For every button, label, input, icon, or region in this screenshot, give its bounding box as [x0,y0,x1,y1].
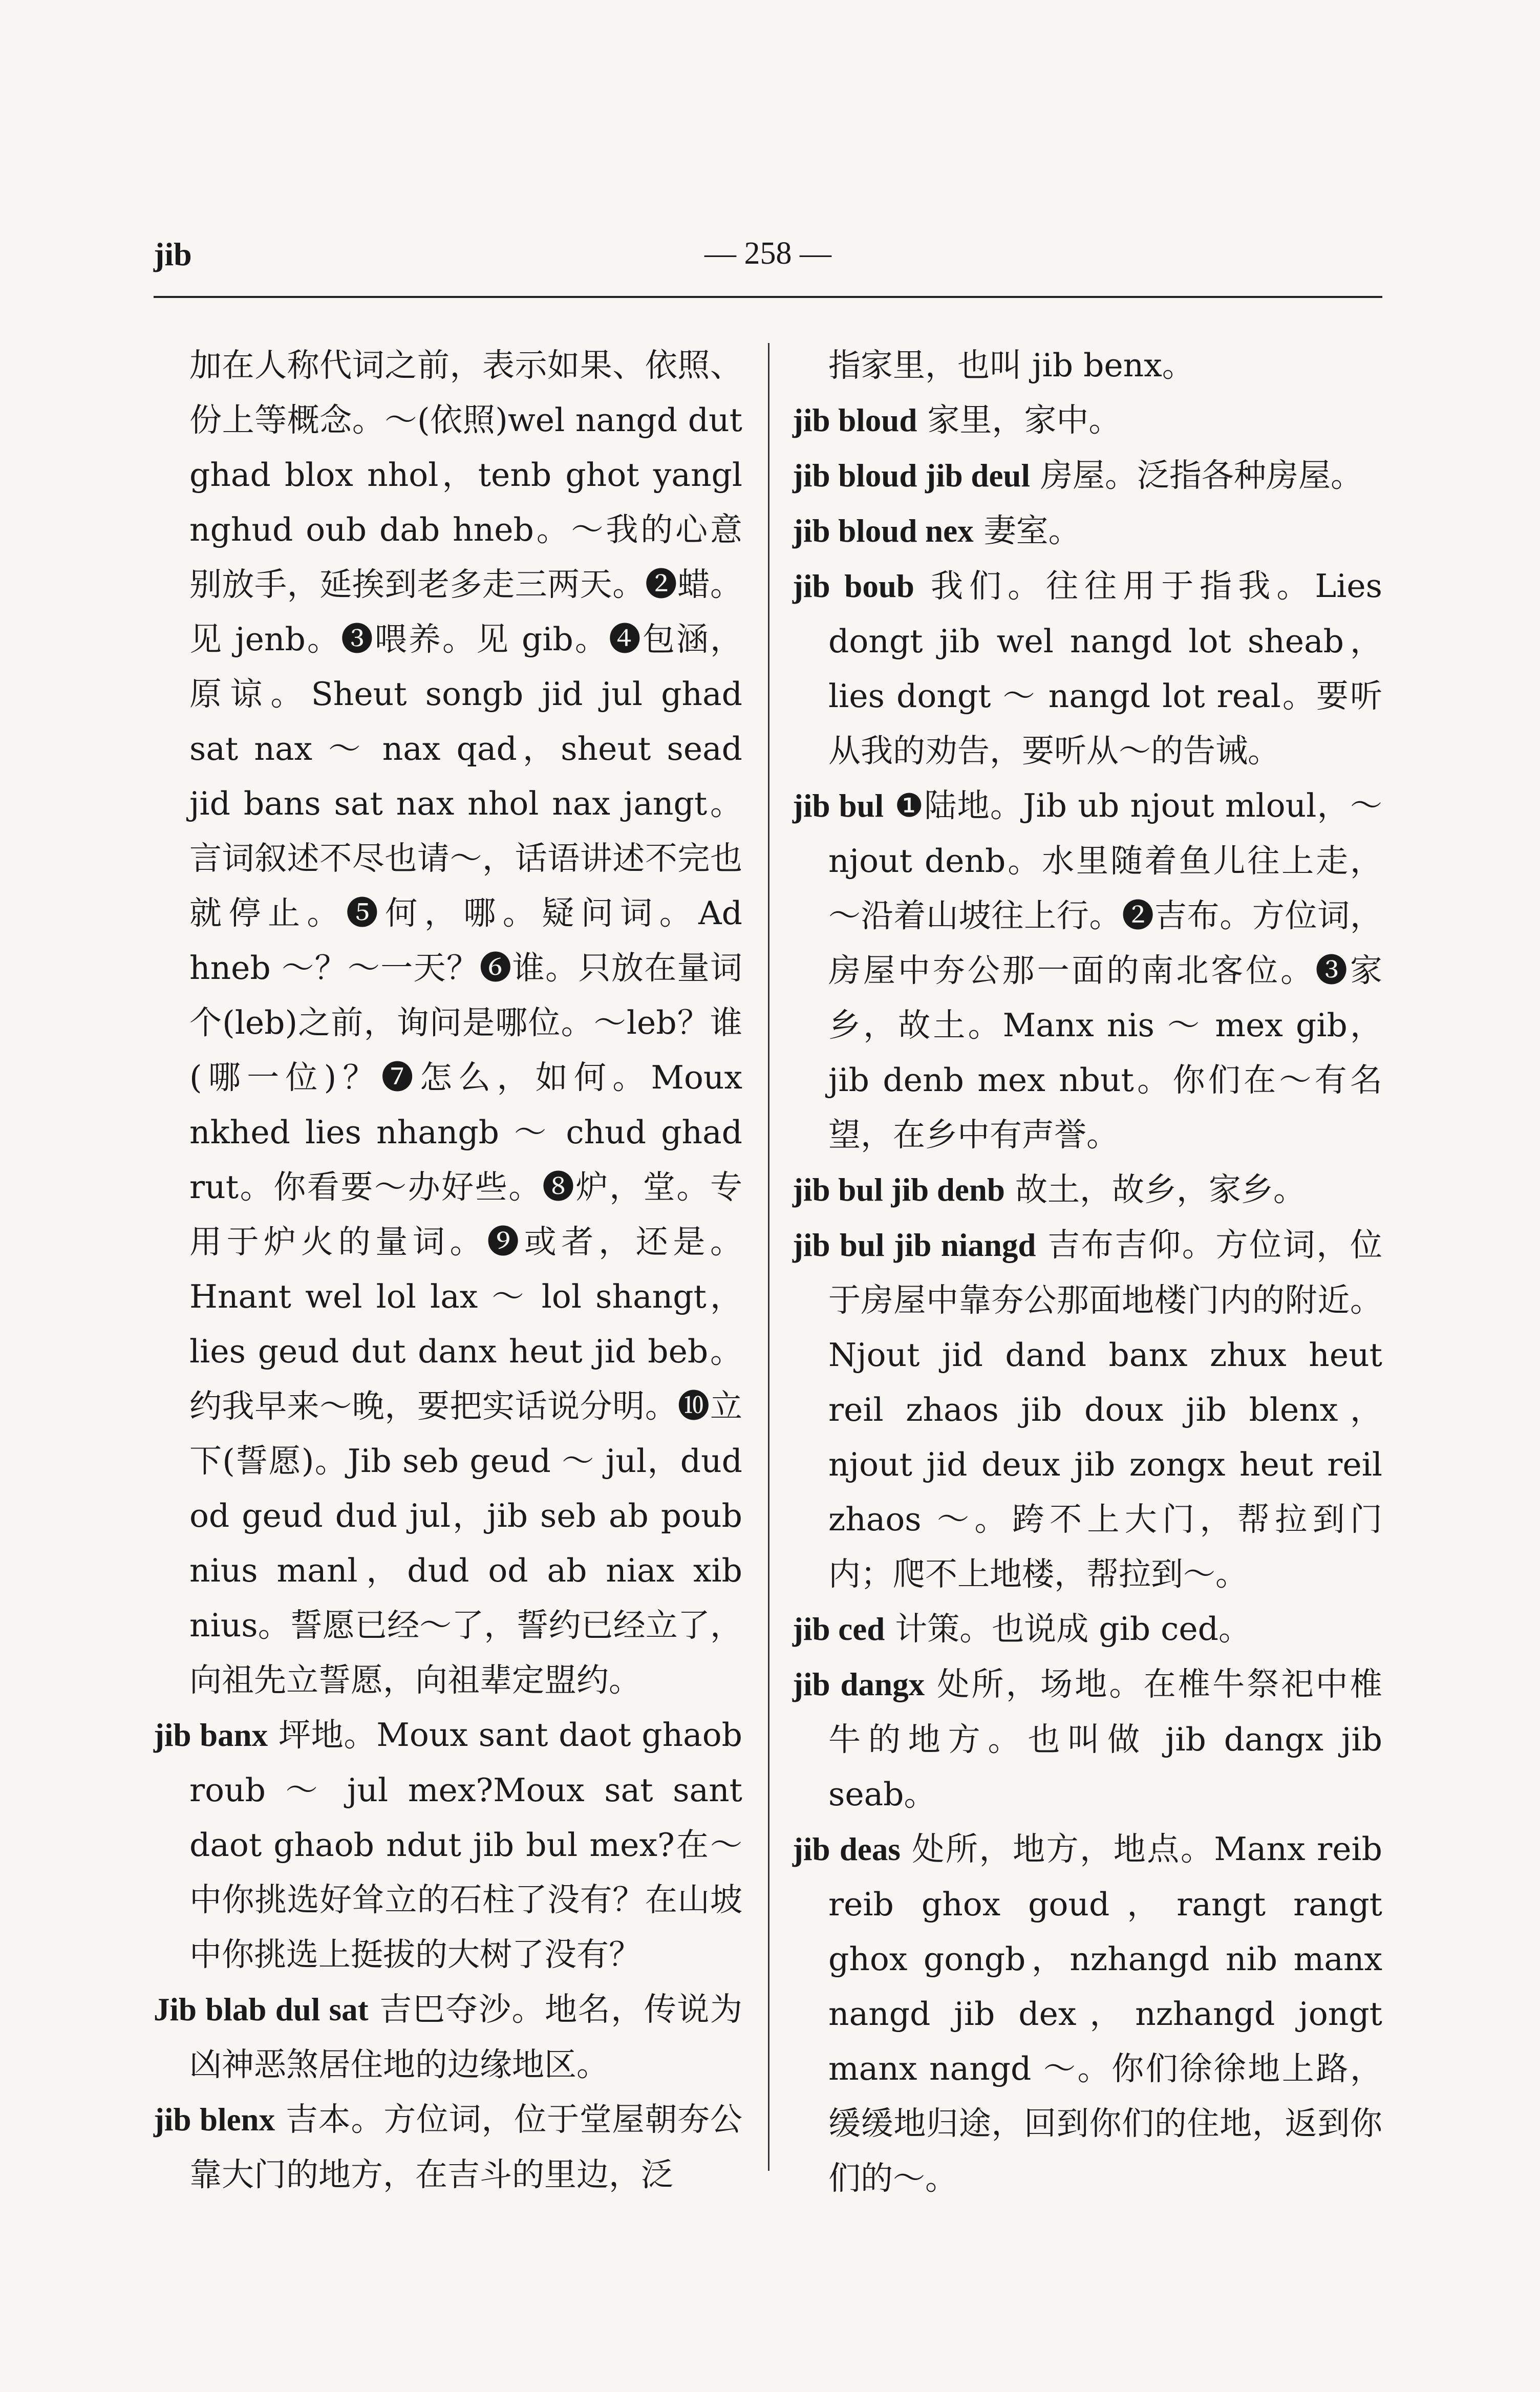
entry-text: 故土，故乡，家乡。 [1004,1171,1306,1208]
dictionary-entry [793,448,1382,503]
entry-text: 处所，场地。在椎牛祭祀中椎牛的地方。也叫做 jib dangx jib seab。 [828,1665,1382,1813]
dictionary-entry [793,393,1382,448]
entry-text: 计策。也说成 gib ced。 [885,1610,1251,1648]
entry-text: 吉巴夺沙。地名，传说为凶神恶煞居住地的边缘地区。 [189,1991,742,2083]
entry-headword: jib bul [793,788,884,824]
entry-headword: jib boub [793,568,914,604]
dictionary-entry [793,1601,1382,1657]
entry-headword: jib blenx [154,2102,275,2138]
dictionary-entry [154,1982,742,2092]
entry-text: 家里，家中。 [917,401,1121,439]
entry-headword: jib bul jib denb [793,1172,1005,1208]
entry-text: 吉布吉仰。方位词，位于房屋中靠夯公那面地楼门内的附近。Njout jid dand banx zhux heut reil zhaos jib doux jib blenx，njout jid deux jib zongx heut reil zhaos ～。跨不上大门，帮拉到门内；爬不上地楼，帮拉到～。 [828,1226,1382,1593]
entry-headword: jib deas [793,1831,901,1867]
header-rule [154,296,1382,298]
entry-headword: jib bloud nex [793,513,974,549]
entry-headword: jib ced [793,1611,885,1647]
entry-headword: jib dangx [793,1667,925,1702]
page-number: — 258 — [704,236,831,271]
left-column [154,338,742,2202]
entry-text: 指家里，也叫 jib benx。 [828,347,1194,384]
dictionary-entry [793,1162,1382,1218]
dictionary-entry [793,559,1382,778]
entry-text: 房屋。泛指各种房屋。 [1030,457,1363,494]
entry-text: 吉本。方位词，位于堂屋朝夯公靠大门的地方，在吉斗的里边，泛 [189,2101,742,2193]
dictionary-entry [793,1218,1382,1601]
entry-text: 加在人称代词之前，表示如果、依照、份上等概念。～(依照)wel nangd dut ghad blox nhol，tenb ghot yangl nghud oub dab hneb。～我的心意别放手，延挨到老多走三两天。❷蜡。见 jenb。❸喂养。见 gib。❹包涵，原谅。Sheut songb jid jul ghad sat nax ～ nax qad，sheut sead jid bans sat nax nhol nax jangt。言词叙述不尽也请～，话语讲述不完也就停止。❺何，哪。疑问词。Ad hneb ～？～一天？❻谁。只放在量词个(leb)之前，询问是哪位。～leb？谁(哪一位)？❼怎么，如何。Moux nkhed lies nhangb ～ chud ghad rut。你看要～办好些。❽炉，堂。专用于炉火的量词。❾或者，还是。Hnant wel lol lax ～ lol shangt，lies geud dut danx heut jid beb。约我早来～晚，要把实话说分明。❿立下(誓愿)。Jib seb geud ～ jul，dud od geud dud jul，jib seb ab poub nius manl，dud od ab niax xib nius。誓愿已经～了，誓约已经立了，向祖先立誓愿，向祖辈定盟约。 [189,347,742,1699]
dictionary-entry [793,503,1382,559]
entry-text: 处所，地方，地点。Manx reib reib ghox goud，rangt rangt ghox gongb，nzhangd nib manx nangd jib dex，nzhangd jongt manx nangd ～。你们徐徐地上路，缓缓地归途，回到你们的住地，返到你们的～。 [828,1830,1382,2197]
entry-continuation [793,338,1382,393]
dictionary-entry [793,1822,1382,2206]
entry-text: ❶陆地。Jib ub njout mloul，～ njout denb。水里随着鱼儿往上走，～沿着山坡往上行。❷吉布。方位词，房屋中夯公那一面的南北客位。❸家乡，故土。Manx nis ～ mex gib，jib denb mex nbut。你们在～有名望，在乡中有声誉。 [828,787,1382,1154]
running-header [154,236,1382,297]
dictionary-entry [154,1707,742,1982]
dictionary-entry [793,1657,1382,1822]
dictionary-entry [154,2092,742,2202]
entry-headword: jib banx [154,1717,268,1753]
column-divider [768,343,769,2171]
running-headword: jib [154,236,192,272]
entry-headword: Jib blab dul sat [154,1992,369,2027]
entry-headword: jib bul jib niangd [793,1227,1036,1263]
entry-text: 妻室。 [973,512,1081,549]
entry-headword: jib bloud jib deul [793,458,1030,494]
right-column [793,338,1382,2206]
entry-headword: jib bloud [793,402,917,438]
entry-text: 坪地。Moux sant daot ghaob roub ～ jul mex?Moux sat sant daot ghaob ndut jib bul mex?在～中你挑选好耸立的石柱了没有？在山坡中你挑选上挺拔的大树了没有？ [189,1716,742,1973]
entry-text: 我们。往往用于指我。Lies dongt jib wel nangd lot sheab，lies dongt ～ nangd lot real。要听从我的劝告，要听从～的告诫。 [828,567,1383,770]
dictionary-entry [793,778,1382,1162]
entry-continuation [154,338,742,1707]
